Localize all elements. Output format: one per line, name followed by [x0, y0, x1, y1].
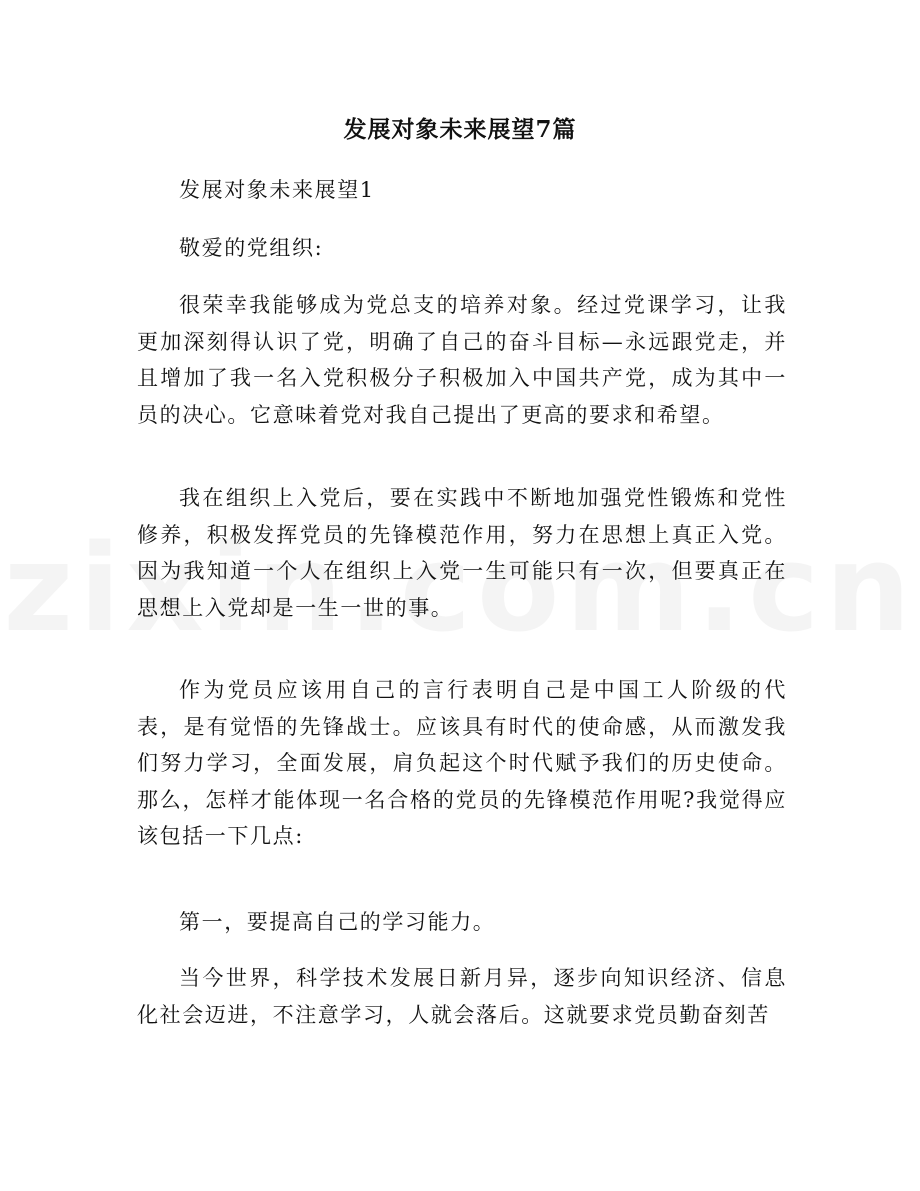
salutation: 敬爱的党组织: — [179, 236, 324, 260]
document-title: 发展对象未来展望7篇 — [343, 116, 577, 143]
paragraph-4: 第一，要提高自己的学习能力。 — [179, 910, 496, 934]
section-heading: 发展对象未来展望1 — [179, 178, 375, 202]
paragraph-1: 很荣幸我能够成为党总支的培养对象。经过党课学习，让我更加深刻得认识了党，明确了自己的奋斗目标—永远跟党走，并且增加了我一名入党积极分子积极加入中国共产党，成为其中一员的决心。它意味着党对我自己提出了更高的要求和希望。 — [137, 293, 787, 427]
paragraph-2: 我在组织上入党后，要在实践中不断地加强党性锻炼和党性修养，积极发挥党员的先锋模范作用，努力在思想上真正入党。因为我知道一个人在组织上入党一生可能只有一次，但要真正在思想上入党却是一生一世的事。 — [137, 486, 787, 620]
paragraph-5: 当今世界，科学技术发展日新月异，逐步向知识经济、信息化社会迈进，不注意学习，人就会落后。这就要求党员勤奋刻苦 — [137, 966, 787, 1027]
paragraph-3: 作为党员应该用自己的言行表明自己是中国工人阶级的代表，是有觉悟的先锋战士。应该具有时代的使命感，从而激发我们努力学习，全面发展，肩负起这个时代赋予我们的历史使命。那么，怎样才能体现一名合格的党员的先锋模范作用呢?我觉得应该包括一下几点: — [137, 678, 787, 848]
